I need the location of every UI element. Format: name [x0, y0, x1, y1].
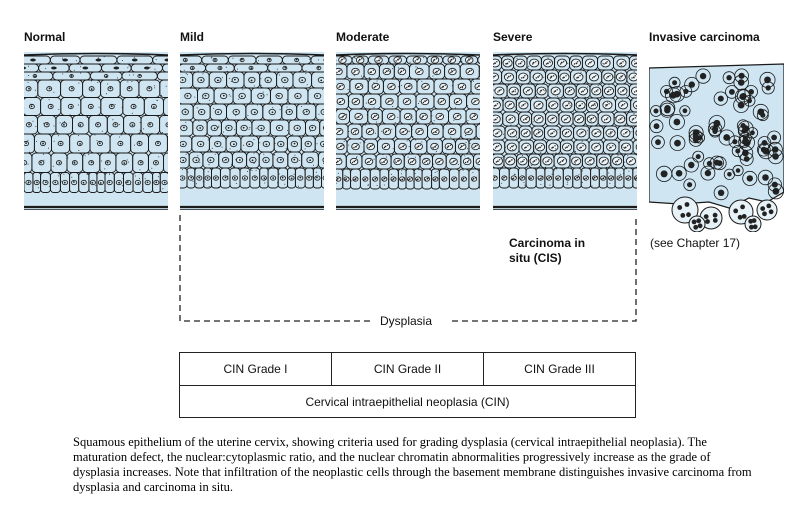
- dysplasia-label: Dysplasia: [376, 314, 436, 328]
- figure-caption: Squamous epithelium of the uterine cervix, showing criteria used for grading dysplasia (cervical intraepithelial neoplasia). The maturation defect, the nuclear:cytoplasmic ratio, and the nuclear chromatin abnormalities progressively increase as the grade of dysplasia increases. Note that infiltration of the neoplastic cells through the basement membrane distinguishes invasive carcinoma from dysplasia and carcinoma in situ.: [73, 435, 752, 494]
- cin-grade-3: CIN Grade III: [524, 362, 595, 376]
- cin-grade-table: [179, 352, 636, 418]
- cin-grade-1: CIN Grade I: [180, 353, 332, 385]
- stage-label-mild: Mild: [180, 30, 204, 44]
- stage-label-invasive: Invasive carcinoma: [649, 30, 760, 44]
- cin-full-name: Cervical intraepithelial neoplasia (CIN): [305, 395, 510, 409]
- stage-label-moderate: Moderate: [336, 30, 390, 44]
- cis-label-line2: situ (CIS): [509, 251, 562, 265]
- stage-label-severe: Severe: [493, 30, 533, 44]
- cin-grade-row: [180, 353, 635, 386]
- cis-label-line1: Carcinoma in: [509, 236, 586, 250]
- chapter-reference: (see Chapter 17): [650, 236, 741, 250]
- cin-grade-2: CIN Grade II: [332, 353, 484, 385]
- stage-label-normal: Normal: [24, 30, 66, 44]
